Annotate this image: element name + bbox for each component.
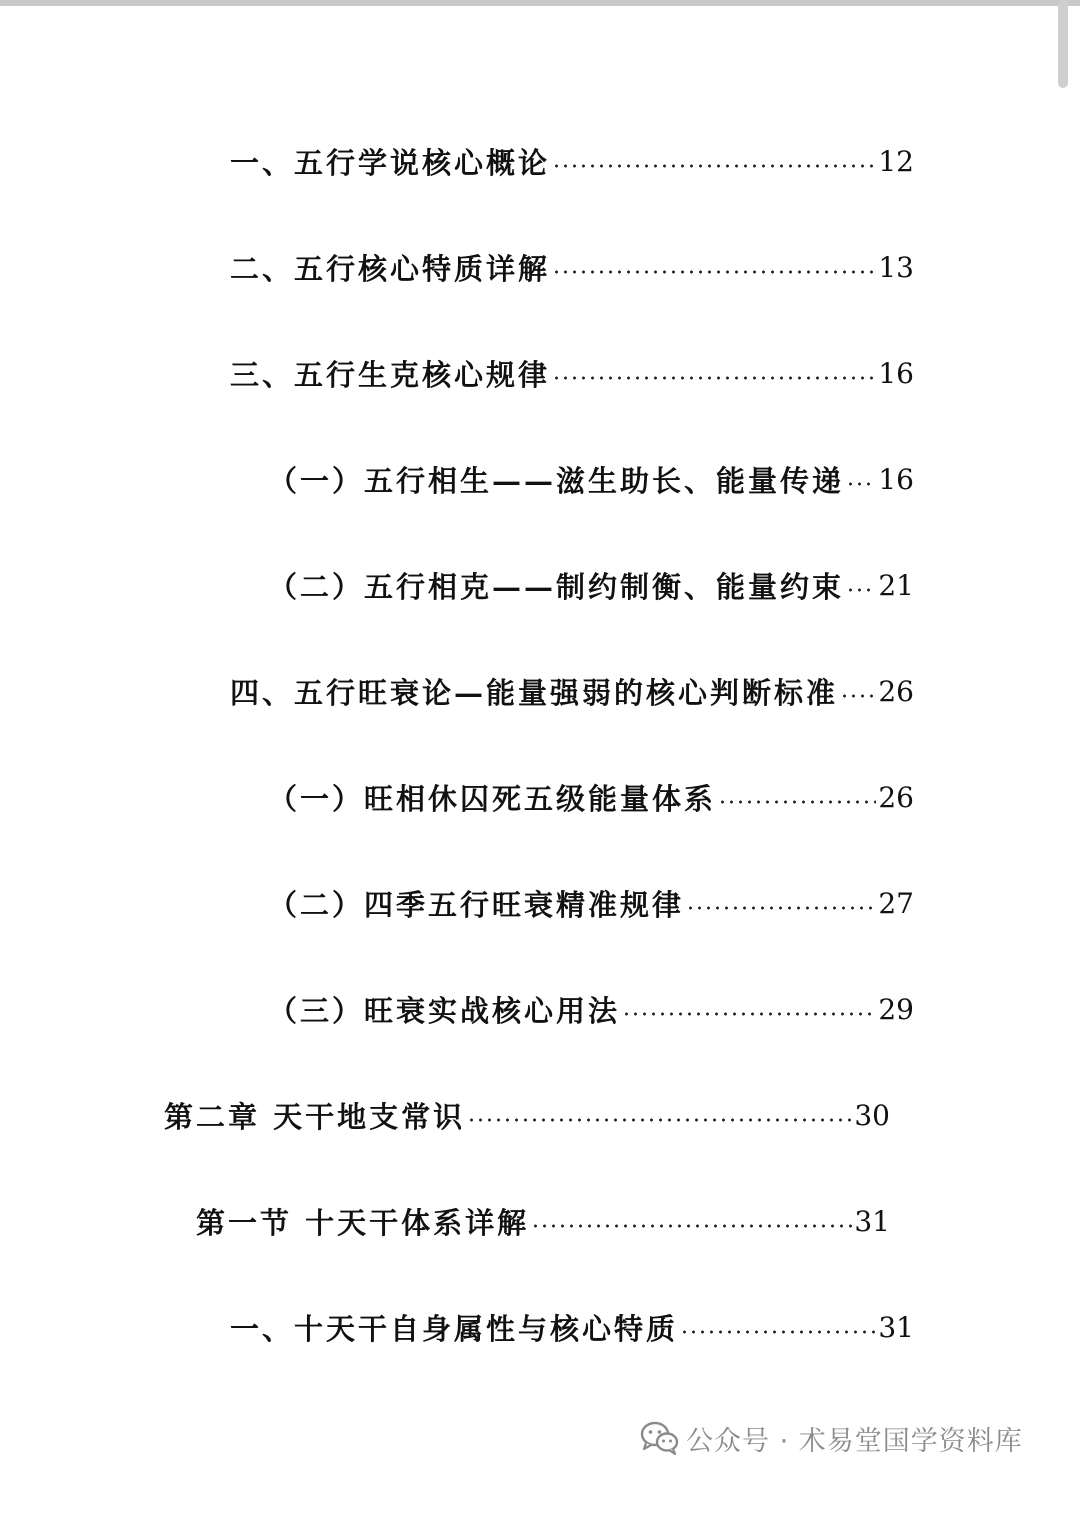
toc-entry[interactable]	[230, 666, 914, 716]
toc-entry[interactable]	[230, 348, 914, 398]
toc-entry-page: 29	[878, 992, 914, 1026]
toc-entry[interactable]	[230, 242, 914, 292]
toc-entry-title: （一）五行相生——滋生助长、能量传递	[268, 463, 845, 498]
toc-entry[interactable]	[164, 1090, 890, 1140]
toc-entry-page: 26	[878, 780, 914, 814]
toc-entry-title: 三、五行生克核心规律	[230, 357, 551, 392]
toc-entry-title: （三）旺衰实战核心用法	[268, 993, 621, 1028]
toc-entry[interactable]	[268, 560, 914, 610]
dot-leader	[686, 906, 876, 910]
toc-entry-title: 第二章 天干地支常识	[164, 1099, 466, 1134]
toc-entry-title: 四、五行旺衰论—能量强弱的核心判断标准	[230, 675, 839, 710]
dot-leader	[680, 1330, 876, 1334]
toc-entry-title: 一、十天干自身属性与核心特质	[230, 1311, 679, 1346]
toc-entry-page: 30	[854, 1098, 890, 1132]
dot-leader	[840, 694, 876, 698]
toc-entry-title: 第一节 十天干体系详解	[196, 1205, 530, 1240]
toc-entry-page: 13	[878, 250, 914, 284]
toc-entry-title: 二、五行核心特质详解	[230, 251, 551, 286]
toc-entry[interactable]	[230, 1302, 914, 1352]
dot-leader	[552, 376, 876, 380]
wechat-icon	[640, 1420, 680, 1456]
toc-entry[interactable]	[268, 984, 914, 1034]
watermark-text: 公众号 · 术易堂国学资料库	[686, 1425, 1023, 1457]
toc-entry-page: 12	[878, 144, 914, 178]
toc-entry-title: （二）五行相克——制约制衡、能量约束	[268, 569, 845, 604]
dot-leader	[531, 1224, 852, 1228]
toc-entry[interactable]	[268, 454, 914, 504]
toc-entry-title: （一）旺相休囚死五级能量体系	[268, 781, 717, 816]
watermark	[640, 1418, 1023, 1458]
toc-entry-page: 26	[878, 674, 914, 708]
dot-leader	[846, 588, 876, 592]
dot-leader	[552, 164, 876, 168]
toc-entry-page: 21	[878, 568, 914, 602]
toc-entry[interactable]	[230, 136, 914, 186]
toc-entry-page: 27	[878, 886, 914, 920]
dot-leader	[718, 800, 876, 804]
toc-entry-page: 16	[878, 356, 914, 390]
dot-leader	[552, 270, 876, 274]
toc-entry-page: 31	[854, 1204, 890, 1238]
toc-entry-title: （二）四季五行旺衰精准规律	[268, 887, 685, 922]
toc-entry-title: 一、五行学说核心概论	[230, 145, 551, 180]
toc-entry[interactable]	[268, 772, 914, 822]
toc-entry-page: 31	[878, 1310, 914, 1344]
toc-entry[interactable]	[196, 1196, 890, 1246]
toc-entry-page: 16	[878, 462, 914, 496]
dot-leader	[846, 482, 876, 486]
toc-entry[interactable]	[268, 878, 914, 928]
dot-leader	[467, 1118, 852, 1122]
dot-leader	[622, 1012, 876, 1016]
